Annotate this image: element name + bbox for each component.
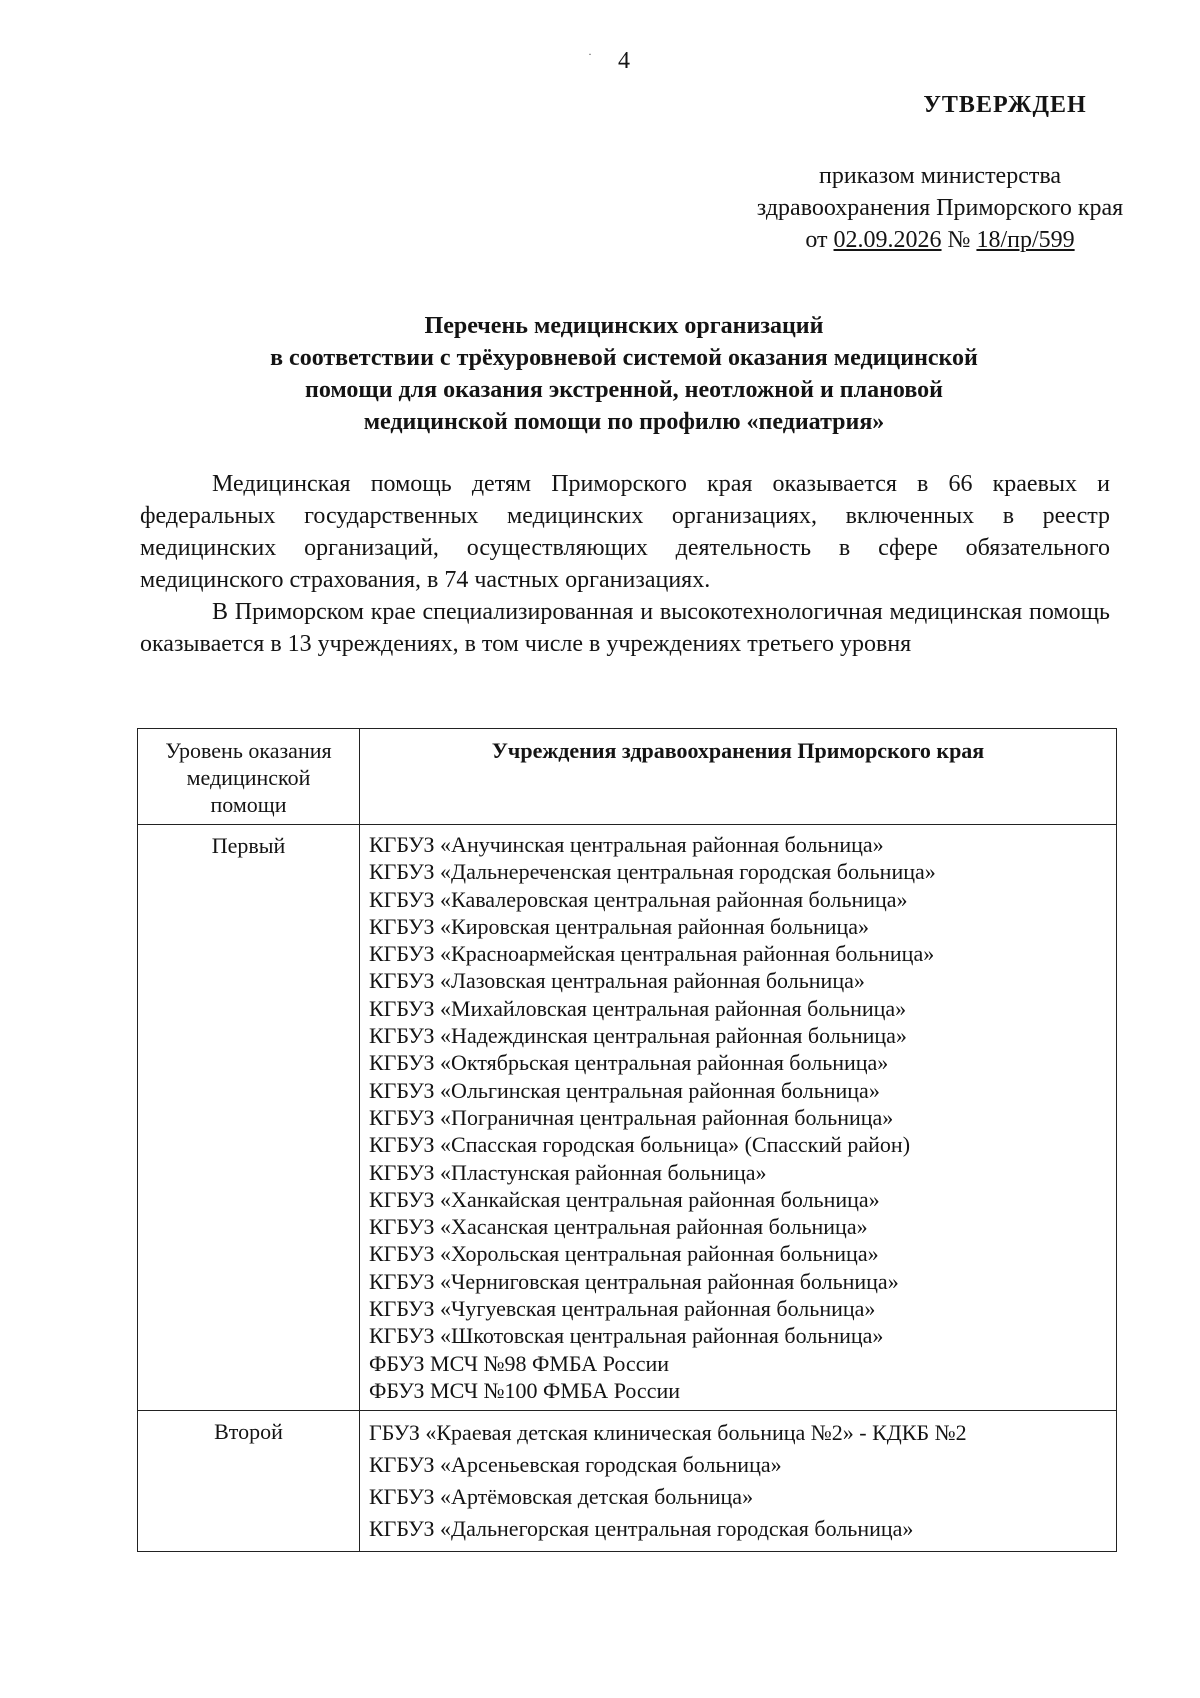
institution-item: КГБУЗ «Дальнегорская центральная городская больница» xyxy=(369,1516,914,1542)
scan-speck: · xyxy=(588,47,592,61)
institution-item: КГБУЗ «Ольгинская центральная районная больница» xyxy=(369,1077,880,1103)
order-prefix: от xyxy=(805,227,828,253)
institution-item: КГБУЗ «Спасская городская больница» (Спасский район) xyxy=(369,1132,911,1158)
title-line-4: медицинской помощи по профилю «педиатрия» xyxy=(363,409,885,435)
institution-item: КГБУЗ «Ханкайская центральная районная больница» xyxy=(369,1186,880,1212)
intro-paragraph-2: В Приморском крае специализированная и высокотехнологичная медицинская помощь оказывается в 13 учреждениях, в том числе в учреждениях третьего уровня xyxy=(140,599,1110,657)
order-date: 02.09.2026 xyxy=(833,227,942,253)
title-line-2: в соответствии с трёхуровневой системой оказания медицинской xyxy=(270,345,978,371)
institution-item: КГБУЗ «Арсеньевская городская больница» xyxy=(369,1452,782,1478)
title-line-3: помощи для оказания экстренной, неотложной и плановой xyxy=(305,377,943,403)
institution-item: КГБУЗ «Чугуевская центральная районная больница» xyxy=(369,1296,876,1322)
table-header-row xyxy=(138,729,1117,825)
institution-item: КГБУЗ «Кавалеровская центральная районная больница» xyxy=(369,886,908,912)
institution-item: ФБУЗ МСЧ №100 ФМБА России xyxy=(369,1377,681,1403)
order-number-sign: № xyxy=(947,227,971,253)
document-title xyxy=(0,310,1200,438)
institutions-cell xyxy=(360,1411,1117,1552)
institution-item: КГБУЗ «Артёмовская детская больница» xyxy=(369,1484,754,1510)
institution-item: КГБУЗ «Михайловская центральная районная больница» xyxy=(369,995,907,1021)
institution-item: ФБУЗ МСЧ №98 ФМБА России xyxy=(369,1350,670,1376)
institution-item: КГБУЗ «Анучинская центральная районная больница» xyxy=(369,832,884,857)
institution-item: КГБУЗ «Дальнереченская центральная городская больница» xyxy=(369,859,936,885)
institution-item: КГБУЗ «Кировская центральная районная больница» xyxy=(369,913,870,939)
institutions-cell xyxy=(360,825,1117,1411)
table-row-level-2 xyxy=(138,1411,1117,1552)
institution-item: КГБУЗ «Пограничная центральная районная больница» xyxy=(369,1104,894,1130)
approval-order-block xyxy=(680,160,1200,256)
intro-paragraph-1: Медицинская помощь детям Приморского края оказывается в 66 краевых и федеральных государственных медицинских организациях, включенных в реестр медицинских организаций, осуществляющих деятельность в сфере обязательного медицинского страхования, в 74 частных организациях. xyxy=(140,471,1110,593)
institution-item: КГБУЗ «Хасанская центральная районная больница» xyxy=(369,1214,868,1240)
level-cell: Второй xyxy=(138,1411,360,1552)
order-number: 18/пр/599 xyxy=(976,227,1075,253)
institution-item: КГБУЗ «Лазовская центральная районная больница» xyxy=(369,968,865,994)
approval-line-1: приказом министерства xyxy=(818,163,1062,189)
page-number: 4 xyxy=(618,48,630,74)
institution-item: КГБУЗ «Шкотовская центральная районная больница» xyxy=(369,1323,884,1349)
header-level: Уровень оказания медицинской помощи xyxy=(138,729,360,825)
approval-stamp-label: УТВЕРЖДЕН xyxy=(923,92,1087,118)
approval-block xyxy=(680,92,1200,119)
institution-item: КГБУЗ «Черниговская центральная районная больница» xyxy=(369,1268,899,1294)
institution-item: КГБУЗ «Надеждинская центральная районная больница» xyxy=(369,1023,907,1049)
institution-item: КГБУЗ «Пластунская районная больница» xyxy=(369,1159,767,1185)
facilities-table xyxy=(137,728,1117,1552)
approval-line-2: здравоохранения Приморского края xyxy=(756,195,1124,221)
table-row-level-1 xyxy=(138,825,1117,1411)
header-institutions: Учреждения здравоохранения Приморского края xyxy=(360,729,1117,825)
title-line-1: Перечень медицинских организаций xyxy=(424,313,824,339)
institution-item: КГБУЗ «Октябрьская центральная районная больница» xyxy=(369,1050,889,1076)
institution-item: КГБУЗ «Хорольская центральная районная больница» xyxy=(369,1241,879,1267)
institution-item: ГБУЗ «Краевая детская клиническая больница №2» - КДКБ №2 xyxy=(369,1420,967,1446)
level-cell: Первый xyxy=(138,825,360,1411)
institution-item: КГБУЗ «Красноармейская центральная районная больница» xyxy=(369,941,935,967)
approval-order-line xyxy=(680,224,1200,256)
